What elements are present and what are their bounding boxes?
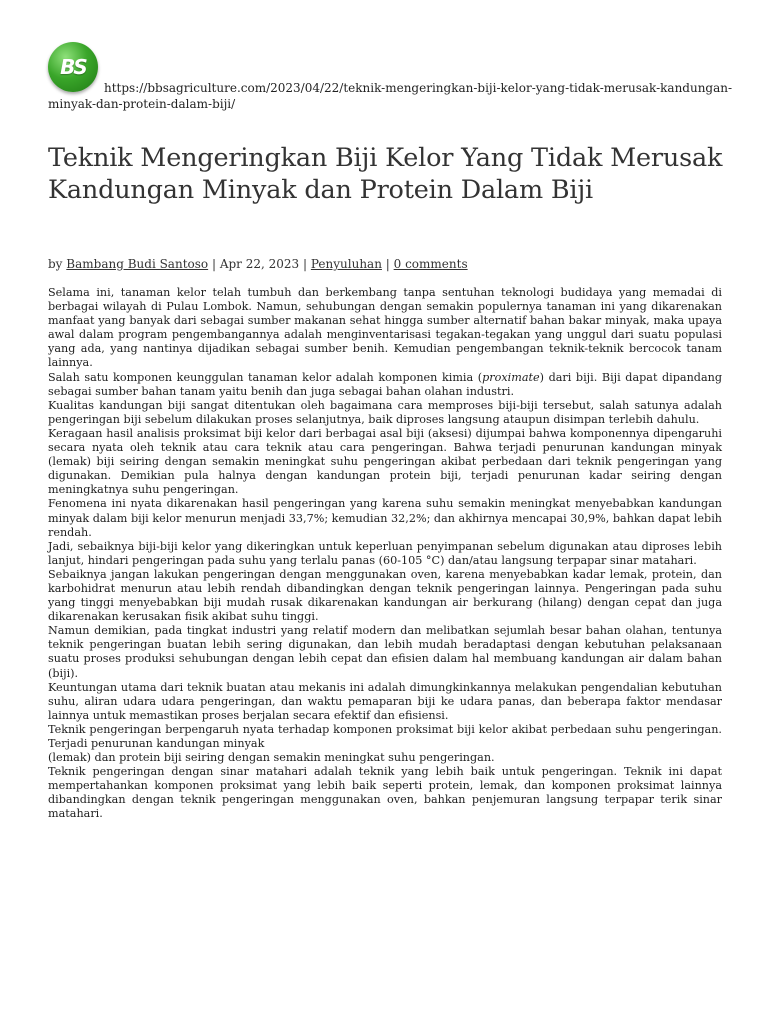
publish-date: Apr 22, 2023 [219, 257, 300, 271]
paragraph [48, 371, 722, 399]
logo-text: BS [60, 55, 86, 79]
paragraph: Jadi, sebaiknya biji-biji kelor yang dikeringkan untuk keperluan penyimpanan sebelum digunakan atau diproses lebih lanjut, hindari pengeringan pada suhu yang terlalu panas (60-105 °C) dan/atau langsung terpapar sinar matahari. [48, 539, 722, 567]
paragraph: Keragaan hasil analisis proksimat biji kelor dari berbagai asal biji (aksesi) dijumpai bahwa komponennya dipengaruhi secara nyata oleh teknik atau cara teknik atau cara pengeringan. Bahwa terjadi penurunan kandungan minyak (lemak) biji seiring dengan semakin meningkat suhu pengeringan akibat perbedaan dari teknik pengeringan yang digunakan. Demikian pula halnya dengan kandungan protein biji, terjadi penurunan kadar seiring dengan meningkatnya suhu pengeringan. [48, 426, 722, 497]
comments-link[interactable]: 0 comments [393, 257, 468, 271]
meta-separator: | [303, 257, 308, 271]
meta-separator: | [211, 257, 216, 271]
meta-separator: | [385, 257, 390, 271]
paragraph: Teknik pengeringan dengan sinar matahari adalah teknik yang lebih baik untuk pengeringan. Teknik ini dapat mempertahankan komponen proksimat yang lebih baik seperti protein, lemak, dan komponen proksimat lainnya dibandingkan dengan teknik pengeringan menggunakan oven, bahkan penjemuran langsung terpapar terik sinar matahari. [48, 765, 722, 821]
paragraph: (lemak) dan protein biji seiring dengan semakin meningkat suhu pengeringan. [48, 751, 495, 765]
paragraph: Keuntungan utama dari teknik buatan atau mekanis ini adalah dimungkinkannya melakukan pengendalian kebutuhan suhu, aliran udara udara pengeringan, dan waktu pemaparan biji ke udara panas, dan beberapa faktor mendasar lainnya untuk memastikan proses berjalan secara efektif dan efisiensi. [48, 680, 722, 722]
article-title: Teknik Mengeringkan Biji Kelor Yang Tidak Merusak Kandungan Minyak dan Protein Dalam Biji [48, 143, 723, 205]
source-url: https://bbsagriculture.com/2023/04/22/teknik-mengeringkan-biji-kelor-yang-tidak-merusak-kandungan-minyak-dan-protein-dalam-biji/ [48, 81, 733, 111]
paragraph-text: ) dari biji. Biji dapat dipandang sebagai sumber bahan tanam yaitu benih dan juga sebagai bahan olahan industri. [48, 370, 722, 398]
paragraph-text: Salah satu komponen keunggulan tanaman kelor adalah komponen kimia ( [48, 370, 483, 384]
article-meta [48, 256, 728, 272]
paragraph: Teknik pengeringan berpengaruh nyata terhadap komponen proksimat biji kelor akibat perbedaan suhu pengeringan. Terjadi penurunan kandungan minyak [48, 722, 722, 750]
article-body [48, 286, 722, 822]
paragraph: Fenomena ini nyata dikarenakan hasil pengeringan yang karena suhu semakin meningkat menyebabkan kandungan minyak dalam biji kelor menurun menjadi 33,7%; kemudian 32,2%; dan akhirnya mencapai 30,9%, bahkan dapat lebih rendah. [48, 497, 722, 539]
category-link[interactable]: Penyuluhan [310, 257, 382, 271]
paragraph: Selama ini, tanaman kelor telah tumbuh dan berkembang tanpa sentuhan teknologi budidaya yang memadai di berbagai wilayah di Pulau Lombok. Namun, sehubungan dengan semakin populernya tanaman ini yang dikarenakan manfaat yang banyak dari sebagai sumber makanan sehat hingga sumber alternatif bahan bakar minyak, maka upaya awal dalam program pengembangannya adalah menginventarisasi tegakan-tegakan yang unggul dari suatu populasi yang ada, yang nantinya dijadikan sebagai sumber benih. Kemudian pengembangan teknik-teknik bercocok tanam lainnya. [48, 286, 722, 370]
paragraph: Kualitas kandungan biji sangat ditentukan oleh bagaimana cara memproses biji-biji tersebut, salah satunya adalah pengeringan biji sebelum dilakukan proses selanjutnya, baik diproses langsung ataupun disimpan terlebih dahulu. [48, 398, 722, 426]
paragraph: Namun demikian, pada tingkat industri yang relatif modern dan melibatkan sejumlah besar bahan olahan, tentunya teknik pengeringan buatan lebih sering digunakan, dan lebih mudah beradaptasi dengan kebutuhan pelaksanaan suatu proses produksi sehubungan dengan lebih cepat dan efisien dalam hal membuang kandungan air dalam bahan (biji). [48, 624, 722, 680]
paragraph-italic: proximate [482, 370, 540, 384]
meta-by: by [48, 257, 63, 271]
author-link[interactable]: Bambang Budi Santoso [66, 257, 209, 271]
paragraph: Sebaiknya jangan lakukan pengeringan dengan menggunakan oven, karena menyebabkan kadar lemak, protein, dan karbohidrat menurun atau lebih rendah dibandingkan dengan teknik pengeringan lainnya. Pengeringan pada suhu yang tinggi menyebabkan biji mudah rusak dikarenakan kandungan air berkurang (hilang) dengan cepat dan juga dikarenakan kerusakan fisik akibat suhu tinggi. [48, 567, 722, 624]
